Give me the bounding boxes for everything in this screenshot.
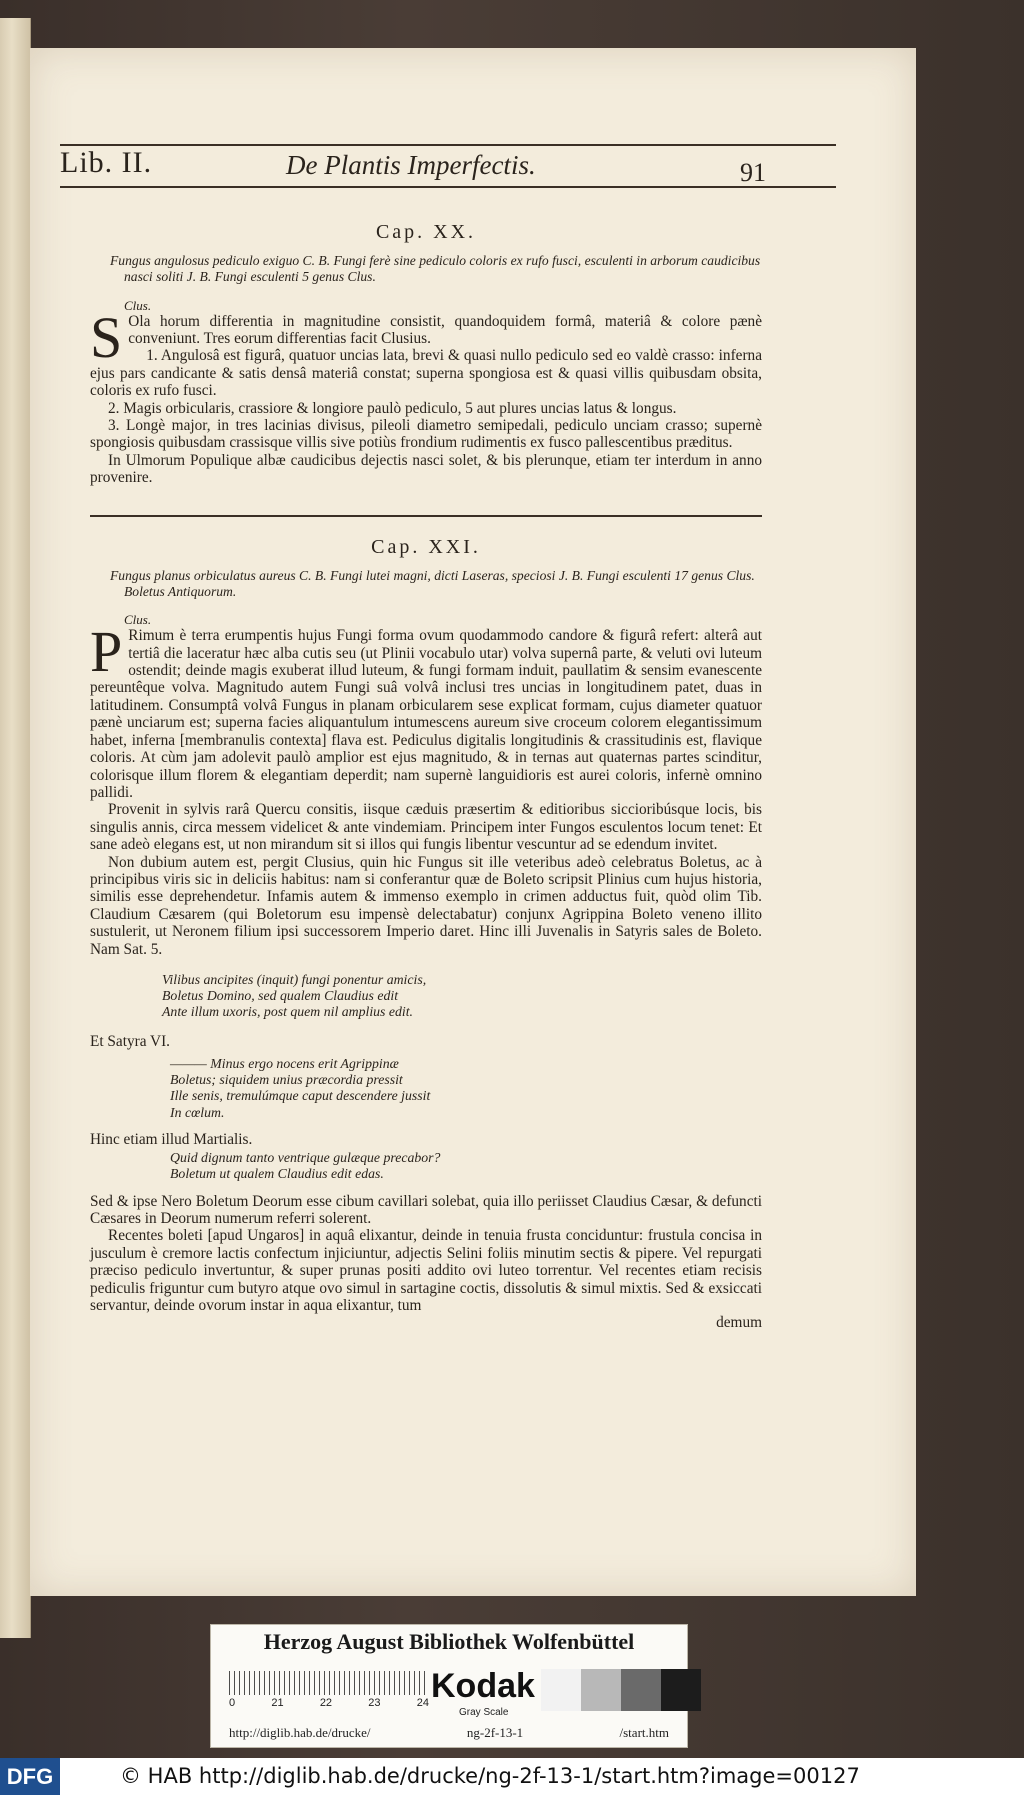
library-color-card xyxy=(210,1624,688,1748)
copyright-link[interactable]: © HAB http://diglib.hab.de/drucke/ng-2f-13-1/start.htm?image=00127 xyxy=(120,1764,860,1788)
verse-juvenal-5 xyxy=(162,972,762,1021)
rule-bottom xyxy=(60,186,836,188)
verse-line: Quid dignum tanto ventrique gulæque precabor? xyxy=(170,1150,441,1166)
main-text xyxy=(90,221,762,1332)
gray-scale-label: Gray Scale xyxy=(459,1707,509,1718)
verse-juvenal-6 xyxy=(170,1056,762,1121)
card-url-left: http://diglib.hab.de/drucke/ xyxy=(229,1725,371,1740)
drop-cap: S xyxy=(90,304,123,370)
kodak-logo: Kodak xyxy=(431,1667,535,1705)
synonyms-20: Fungus angulosus pediculo exiguo C. B. Fungi ferè sine pediculo coloris ex rufo fusci, esculenti in arborum caudicibus nasci soliti J. B. Fungi esculenti 5 genus Clus. xyxy=(110,253,761,284)
ruler-number: 24 xyxy=(416,1697,429,1709)
author-ref-21: Clus. xyxy=(124,612,152,628)
verse-line: Ille senis, tremulúmque caput descendere jussit xyxy=(170,1088,431,1104)
card-url-right: /start.htm xyxy=(619,1725,669,1740)
paragraph: Sed & ipse Nero Boletum Deorum esse cibum cavillari solebat, quia illo periisset Claudius Cæsar, & defuncti Cæsares in Deorum numerum referri solerent. xyxy=(90,1192,762,1228)
dfg-logo: DFG xyxy=(0,1758,60,1795)
verse-martial xyxy=(170,1150,762,1182)
binding-edge xyxy=(0,18,31,1638)
catchword: demum xyxy=(716,1314,762,1332)
paragraph: 3. Longè major, in tres lacinias divisus, pileoli diametro semipedali, pediculo unciam crasso; supernè spongiosis quibusdam crassisque villis sive potiùs frondium rudimentis ex fusco pallescentibus præditus. xyxy=(90,417,762,452)
ruler-ticks xyxy=(229,1671,429,1695)
verse-line: Boletus Domino, sed qualem Claudius edit xyxy=(162,988,399,1004)
verse-line: Boletus; siquidem unius præcordia pressit xyxy=(170,1072,403,1088)
gray-swatch xyxy=(661,1669,701,1711)
paragraph: P Rimum è terra erumpentis hujus Fungi forma ovum quodammodo candore & figurâ refert: alterâ aut tertiâ die laceratur hæc alba cutis seu (ut Plinii vocabulo utar) volva supernâ parte, & veluti ovi luteum ostendit; deinde magis exuberat illud luteum, & fungi formam induit, paullatim & sensim evanescente pereuntêque volva. Magnitudo autem Fungi suâ volvâ inclusi tres uncias in longitudinem patet, duas in latitudinem. Consumptâ volvâ Fungus in planam orbicularem sese explicat formam, cujus diameter quatuor pænè unciarum est; superna facies aliquantulum intumescens aureum sive croceum colorem elegantissimum habet, inferna [membranulis contexta] flava est. Pediculus digitalis longitudinis & crassitudinis est, flavique coloris. At cùm jam adolevit paulò amplior est ejus magnitudo, & in ternas aut quaternas partes scinditur, colorisque illum florem & elegantiam deperdit; nam supernè languidioris est aurei coloris, infernè omnino pallidi. xyxy=(90,619,762,801)
gray-swatches xyxy=(541,1669,701,1711)
gray-swatch xyxy=(581,1669,621,1711)
library-name: Herzog August Bibliothek Wolfenbüttel xyxy=(263,1629,635,1654)
section-divider xyxy=(90,515,762,517)
rule-top xyxy=(60,144,836,146)
verse-line: Ante illum uxoris, post quem nil amplius edit. xyxy=(162,1004,414,1020)
verse-line: Boletum ut qualem Claudius edit edas. xyxy=(170,1166,384,1182)
paragraph: S Ola horum differentia in magnitudine consistit, quandoquidem formâ, materiâ & colore pænè conveniunt. Tres eorum differentias facit Clusius. xyxy=(90,304,762,370)
ruler-number: 0 xyxy=(229,1697,236,1709)
verse-line: Vilibus ancipites (inquit) fungi ponentur amicis, xyxy=(162,971,427,987)
paragraph: 1. Angulosâ est figurâ, quatuor uncias lata, brevi & quasi nullo pediculo sed eo valdè crasso: inferna ejus pars candicante & satis densâ materiâ constat; superna spongiosa est & quasi villis quibusdam obsita, coloris ex rufo fusci. xyxy=(90,347,762,400)
author-ref-20: Clus. xyxy=(124,297,152,313)
page-number: 91 xyxy=(740,158,766,187)
chapter-heading-21: Cap. XXI. xyxy=(371,535,481,558)
paragraph: In Ulmorum Populique albæ caudicibus dejectis nasci solet, & bis plerunque, etiam ter interdum in anno provenire. xyxy=(90,451,762,487)
paragraph: Recentes boleti [apud Ungaros] in aquâ elixantur, deinde in tenuia frusta conciduntur: frustula concisa in jusculum è cremore lactis confectum injiciuntur, adjectis Selini foliis minutim sectis & pipere. Vel repurgati præciso pediculo invertuntur, & super prunas positi addito ovi luteo torrentur. Vel recentes etiam recisis pediculis friguntur cum butyro atque ovo simul in sartagine coctis, dissolutis & simul mixtis. Sed & exsiccati servantur, deinde ovorum instar in aqua elixantur, tum xyxy=(90,1227,762,1315)
drop-cap: P xyxy=(90,619,123,685)
ruler-number: 23 xyxy=(368,1697,381,1709)
satyra-label: Et Satyra VI. xyxy=(90,1032,171,1050)
martialis-label: Hinc etiam illud Martialis. xyxy=(90,1130,253,1148)
ruler-number: 21 xyxy=(271,1697,284,1709)
paragraph: 2. Magis orbicularis, crassiore & longiore paulò pediculo, 5 aut plures uncias latus & longus. xyxy=(108,399,677,417)
book-page xyxy=(30,48,916,1596)
chapter-heading-20: Cap. XX. xyxy=(375,221,477,243)
ruler-numbers xyxy=(229,1697,429,1709)
paragraph: Provenit in sylvis rarâ Quercu consitis, iisque cæduis præsertim & editioribus siccioribúsque locis, bis singulis annis, circa messem videlicet & ante vindemiam. Principem inter Fungos esculentos locum tenet: Et sane adeò elegans est, ut non mirandum sit si illos qui fungis libentur vescuntur ad se edendum invitet. xyxy=(90,801,762,854)
book-number: Lib. II. xyxy=(60,146,153,179)
gray-swatch xyxy=(621,1669,661,1711)
synonyms-21: Fungus planus orbiculatus aureus C. B. Fungi lutei magni, dicti Laseras, speciosi J. B. Fungi esculenti 17 genus Clus. Boletus Antiquorum. xyxy=(110,568,755,599)
verse-line: In cœlum. xyxy=(170,1104,225,1120)
footer-bar xyxy=(0,1758,1024,1795)
paragraph: Non dubium autem est, pergit Clusius, quin hic Fungus sit ille veteribus adeò celebratus Boletus, ac à principibus viris sic in deliciis habitus: nam si conferantur quæ de Boleto scripsit Plinius cum hujus historia, similis esse deprehendetur. Infamis autem & immenso exemplo in crimen adductus fuit, quòd olim Tib. Claudium Cæsarem (qui Boletorum esu impensè delectabatur) conjunx Agrippina Boleto veneno illito sustulerit, ut Neronem filium ipsi successorem Imperio daret. Hinc illi Juvenalis in Satyris sales de Boleto. Nam Sat. 5. xyxy=(90,853,762,958)
verse-line: ——— Minus ergo nocens erit Agrippinæ xyxy=(170,1055,399,1071)
card-url-mid: ng-2f-13-1 xyxy=(466,1725,524,1740)
gray-swatch xyxy=(541,1669,581,1711)
scale-ruler xyxy=(229,1671,429,1711)
card-url-row xyxy=(229,1725,669,1741)
running-title: De Plantis Imperfectis. xyxy=(286,150,536,180)
ruler-number: 22 xyxy=(319,1697,333,1709)
